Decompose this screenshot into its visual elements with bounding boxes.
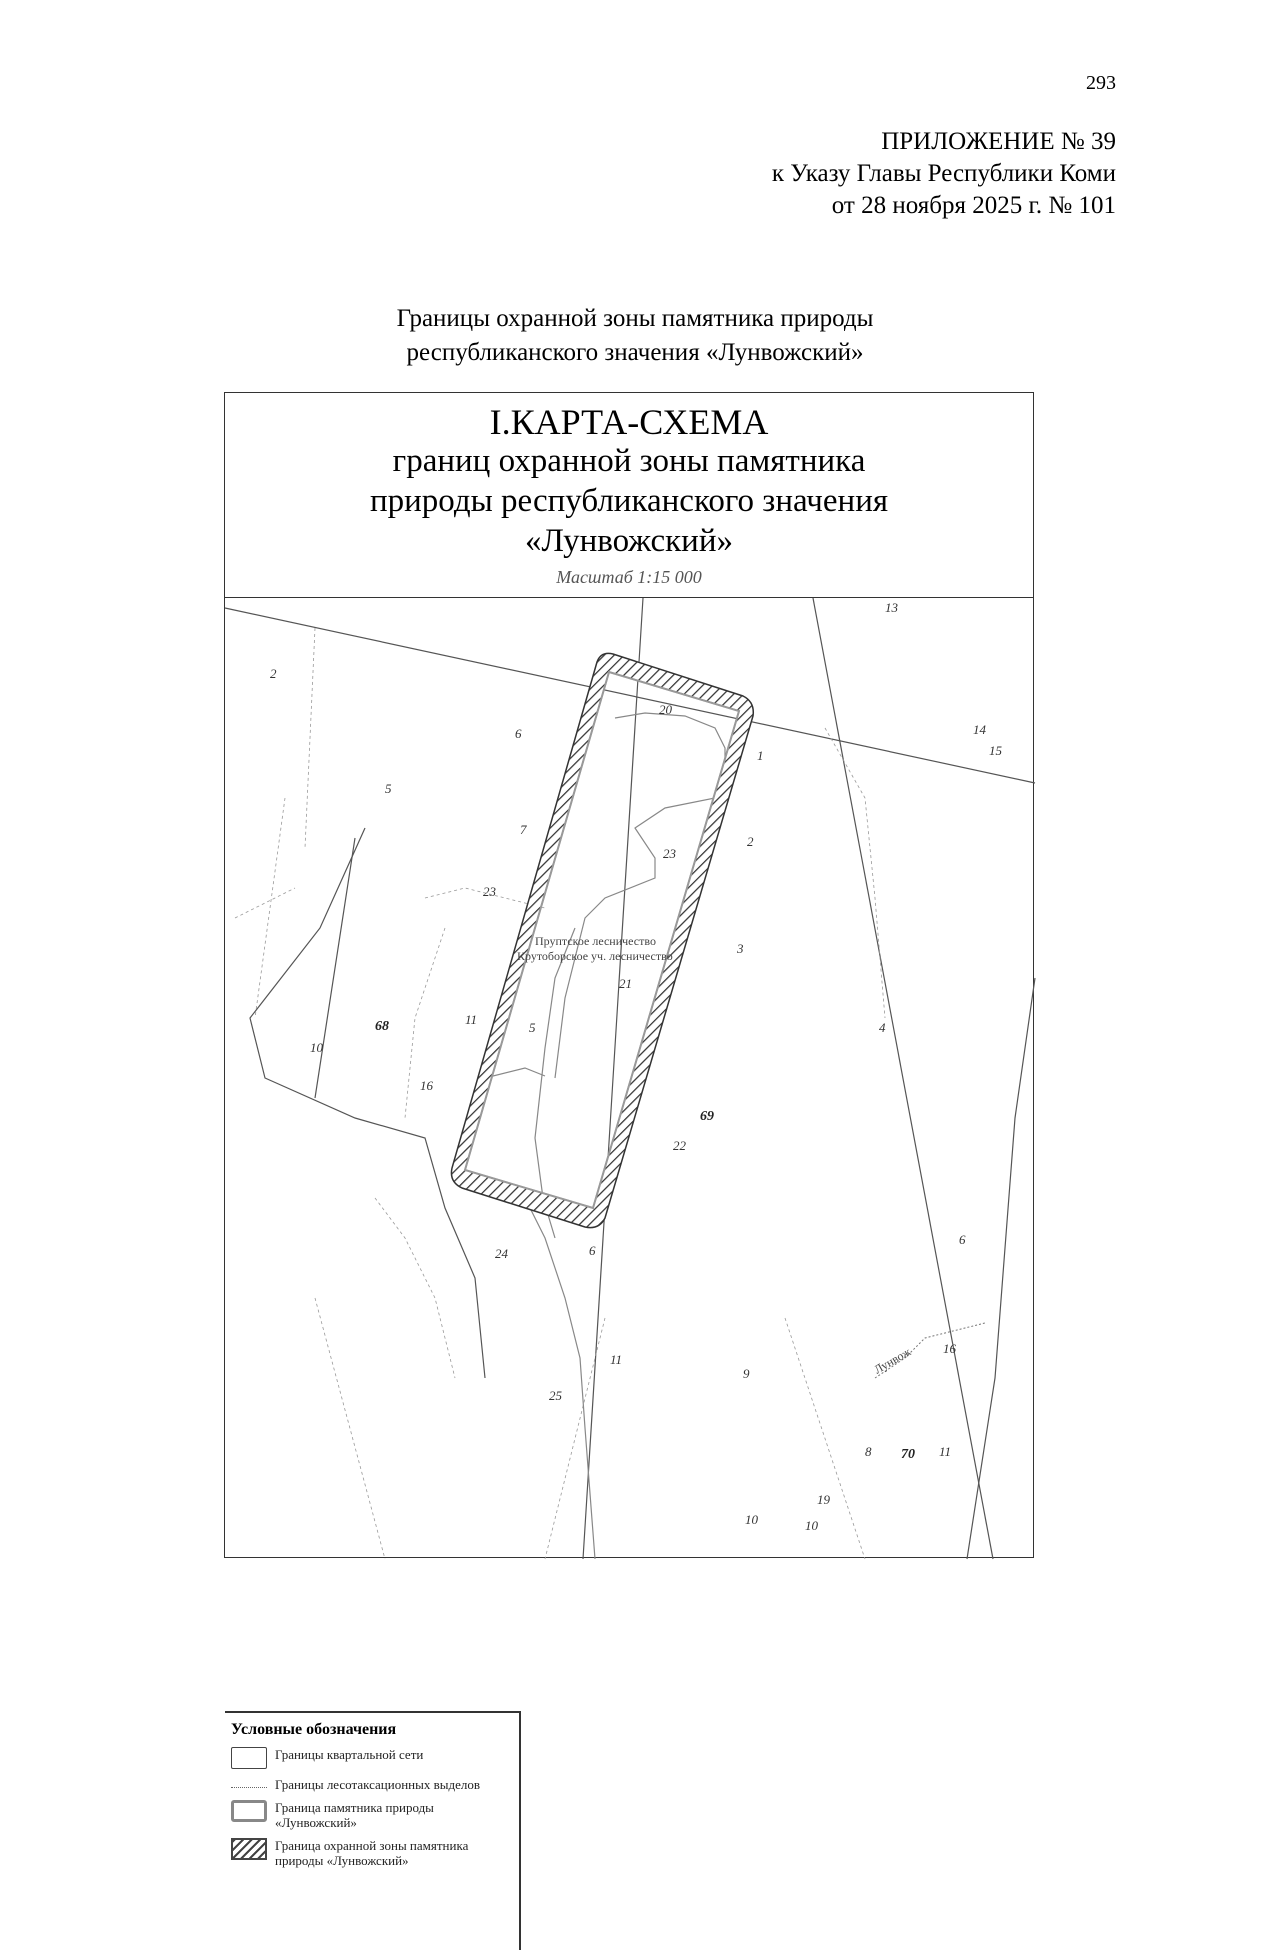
map-header-line-2: границ охранной зоны памятника [392, 443, 866, 479]
legend-title: Условные обозначения [231, 1721, 397, 1738]
map-label-subplot: 10 [805, 1518, 818, 1533]
annex-line-2: к Указу Главы Республики Коми [771, 160, 1116, 187]
legend-text: Граница памятника природы «Лунвожский» [275, 1800, 434, 1830]
map-label-quarter: 70 [901, 1447, 915, 1462]
map-label-subplot: 22 [673, 1138, 686, 1153]
legend-item-quarter [231, 1747, 513, 1769]
map-label-subplot: 2 [270, 666, 277, 681]
document-title-line-2: республиканского значения «Лунвожский» [406, 339, 864, 366]
map-label-subplot: 25 [549, 1388, 562, 1403]
map-label-quarter: 69 [700, 1109, 714, 1124]
map-label-subplot: 23 [663, 846, 676, 861]
map-label-subplot: 5 [529, 1020, 536, 1035]
map-header-line-4: «Лунвожский» [525, 523, 733, 559]
legend-item-zone [231, 1838, 513, 1868]
map-label-subplot: 11 [939, 1444, 952, 1459]
map-label-subplot: 16 [943, 1341, 956, 1356]
map-label-subplot: 20 [659, 702, 672, 717]
map-area [225, 598, 1033, 1559]
map-label-subplot: 14 [973, 722, 986, 737]
map-frame [224, 392, 1034, 1868]
map-header [225, 393, 1033, 598]
document-title [0, 302, 1270, 370]
map-scale: Масштаб 1:15 000 [556, 567, 702, 587]
map-label-subplot: 2 [747, 834, 754, 849]
annex-block [772, 126, 1116, 222]
river-line [875, 1323, 985, 1378]
legend-symbol-monument [231, 1800, 267, 1822]
map-label-subplot: 10 [310, 1040, 323, 1055]
legend-symbol-quarter [231, 1747, 267, 1769]
annex-line-3: от 28 ноября 2025 г. № 101 [831, 192, 1116, 219]
legend-text: Граница охранной зоны памятника природы «Лунвожский» [275, 1838, 469, 1868]
map-label-quarter: 68 [375, 1019, 389, 1034]
map-label-subplot: 23 [483, 884, 496, 899]
map-label-subplot: 3 [737, 941, 744, 956]
streams [485, 713, 725, 1559]
map-label-subplot: 6 [589, 1243, 596, 1258]
legend-text: Границы квартальной сети [275, 1747, 424, 1762]
map-label-subplot: 11 [610, 1352, 623, 1367]
legend-item-subplot [231, 1777, 513, 1792]
map-label-subplot: 16 [420, 1078, 433, 1093]
annex-line-1: ПРИЛОЖЕНИЕ № 39 [881, 128, 1116, 155]
map-label-subplot: 6 [515, 726, 522, 741]
map-label-subplot: 10 [745, 1512, 758, 1527]
map-label-subplot: 6 [959, 1232, 966, 1247]
map-label-river: Лунвож [871, 1344, 914, 1377]
legend-symbol-zone [231, 1838, 267, 1860]
page-number: 293 [1086, 72, 1116, 94]
map-label-subplot: 13 [885, 600, 898, 615]
legend-text: Границы лесотаксационных выделов [275, 1777, 480, 1792]
map-label-subplot: 19 [817, 1492, 830, 1507]
map-label-forestry: Пруптское лесничество [535, 934, 656, 948]
map-label-subplot: 21 [619, 976, 632, 991]
document-title-line-1: Границы охранной зоны памятника природы [396, 305, 874, 332]
map-label-subplot: 15 [989, 743, 1002, 758]
map-label-subplot: 8 [865, 1444, 872, 1459]
map-label-subplot: 9 [743, 1366, 750, 1381]
map-label-subplot: 1 [757, 748, 764, 763]
map-label-subplot: 7 [520, 822, 527, 837]
map-header-line-1: I.КАРТА-СХЕМА [489, 402, 769, 442]
map-label-subplot: 11 [465, 1012, 478, 1027]
legend-symbol-subplot [231, 1787, 267, 1788]
map-label-subplot: 24 [495, 1246, 508, 1261]
map-label-forestry: Крутоборское уч. лесничество [517, 949, 673, 963]
subplot-boundaries [235, 628, 885, 1559]
map-drawing [225, 598, 1035, 1559]
map-label-subplot: 5 [385, 781, 392, 796]
map-legend [225, 1711, 521, 1950]
legend-item-monument [231, 1800, 513, 1830]
map-label-subplot: 4 [879, 1020, 886, 1035]
map-header-line-3: природы республиканского значения [369, 483, 889, 519]
